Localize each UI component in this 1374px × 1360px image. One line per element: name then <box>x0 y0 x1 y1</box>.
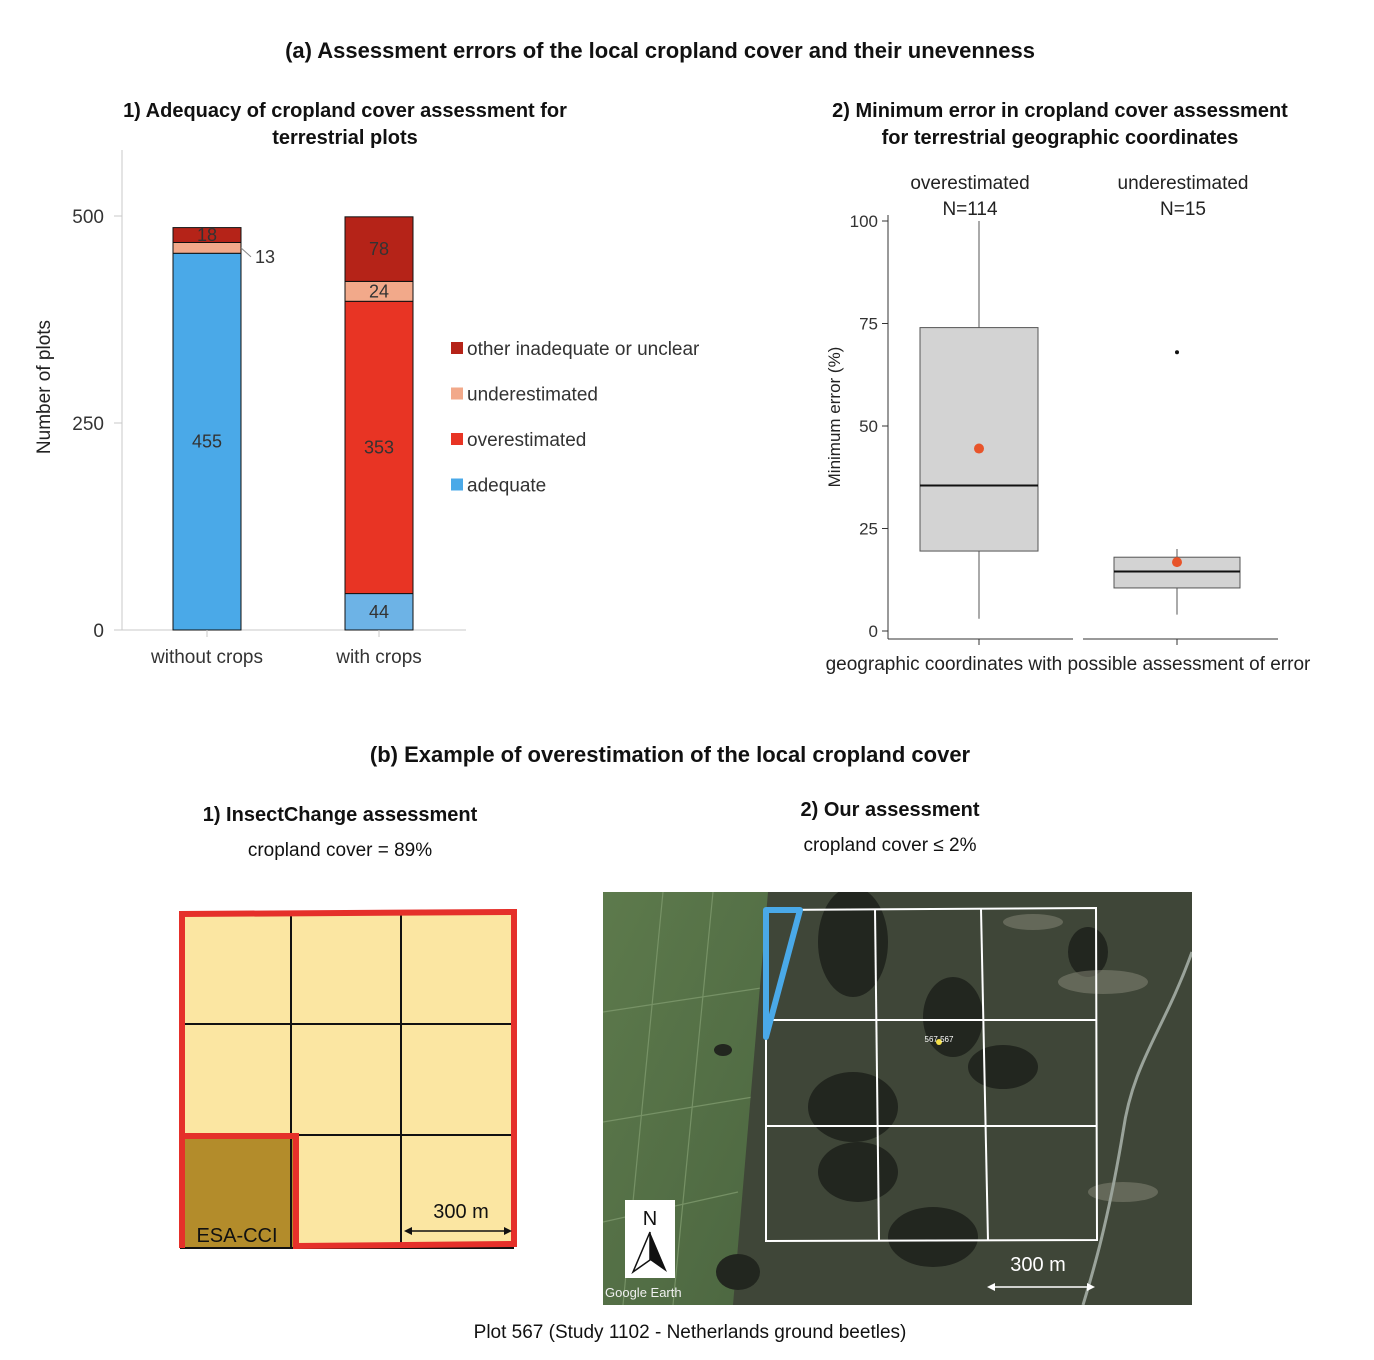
figure-caption: Plot 567 (Study 1102 - Netherlands ground beetles) <box>473 1322 907 1343</box>
legend-label: overestimated <box>467 430 587 451</box>
satellite-svg <box>603 892 1192 1305</box>
left-scale-label: 300 m <box>433 1201 489 1223</box>
y-axis-label: Minimum error (%) <box>825 346 844 488</box>
panel-a-title: (a) Assessment errors of the local cropland cover and their unevenness <box>285 38 1035 63</box>
y-tick-label: 100 <box>849 212 878 231</box>
legend <box>451 339 700 497</box>
mean-point <box>974 444 984 454</box>
y-axis-label: Number of plots <box>34 319 55 455</box>
y-tick-label: 0 <box>93 621 104 642</box>
watermark: Google Earth <box>605 1285 682 1300</box>
facet-label: overestimated <box>910 173 1030 194</box>
bar-label-leader <box>241 248 251 257</box>
legend-label: adequate <box>467 475 547 497</box>
y-tick-group <box>850 212 888 641</box>
chart2-title <box>770 98 1350 152</box>
facet-count: N=114 <box>942 199 998 220</box>
left-map-title: 1) InsectChange assessment <box>202 804 478 826</box>
chart2-title-line2: for terrestrial geographic coordinates <box>881 127 1239 149</box>
x-tick-label: without crops <box>151 647 263 668</box>
bar-value-label: 24 <box>368 281 390 302</box>
north-label: N <box>642 1208 658 1230</box>
bar-value-label: 13 <box>255 246 276 267</box>
legend-swatch <box>451 342 463 354</box>
facet-header-group <box>910 173 1248 220</box>
right-map-subtitle: cropland cover ≤ 2% <box>803 835 977 856</box>
box-group <box>888 221 1278 645</box>
legend-swatch <box>451 433 463 445</box>
box-plot-chart <box>760 160 1360 690</box>
legend-label: other inadequate or unclear <box>467 339 700 360</box>
legend-swatch <box>451 388 463 400</box>
left-map-subtitle: cropland cover = 89% <box>247 840 433 861</box>
insectchange-grid <box>170 905 530 1255</box>
y-tick-label: 500 <box>72 207 104 228</box>
y-tick-label: 250 <box>72 414 104 435</box>
bar-value-label: 455 <box>191 431 223 452</box>
chart1-title-line1: 1) Adequacy of cropland cover assessment for <box>123 100 567 122</box>
bar-value-label: 44 <box>368 601 390 622</box>
y-tick-label: 75 <box>859 314 878 334</box>
chart1-title <box>60 98 630 152</box>
y-tick-label: 0 <box>868 622 878 641</box>
mean-point <box>1172 557 1182 567</box>
outlier-point <box>1175 350 1179 354</box>
x-tick-label: with crops <box>336 647 422 668</box>
esa-cci-label: ESA-CCI <box>196 1225 278 1247</box>
facet-count: N=15 <box>1160 199 1206 220</box>
chart2-title-line1: 2) Minimum error in cropland cover assessment <box>832 100 1288 122</box>
x-tick-group <box>150 630 422 668</box>
right-map-title: 2) Our assessment <box>800 799 980 821</box>
plot-point-label: 567 567 <box>924 1035 954 1044</box>
satellite-view <box>603 892 1192 1305</box>
right-scale-label: 300 m <box>1010 1254 1066 1276</box>
legend-swatch <box>451 479 463 491</box>
bar-group <box>173 217 413 630</box>
y-tick-label: 25 <box>859 519 878 539</box>
bar-value-label: 18 <box>196 225 218 246</box>
legend-label: underestimated <box>467 384 598 406</box>
box <box>920 328 1038 551</box>
y-tick-group <box>72 207 122 642</box>
stacked-bar-chart <box>0 150 760 690</box>
chart1-title-line2: terrestrial plots <box>272 127 418 149</box>
x-axis-label: geographic coordinates with possible assessment of error <box>825 654 1311 675</box>
bar-value-label: 78 <box>368 239 390 260</box>
y-tick-label: 50 <box>859 417 878 436</box>
bar-value-label: 353 <box>363 437 395 458</box>
facet-label: underestimated <box>1117 173 1249 194</box>
panel-b-title: (b) Example of overestimation of the local cropland cover <box>369 742 971 767</box>
